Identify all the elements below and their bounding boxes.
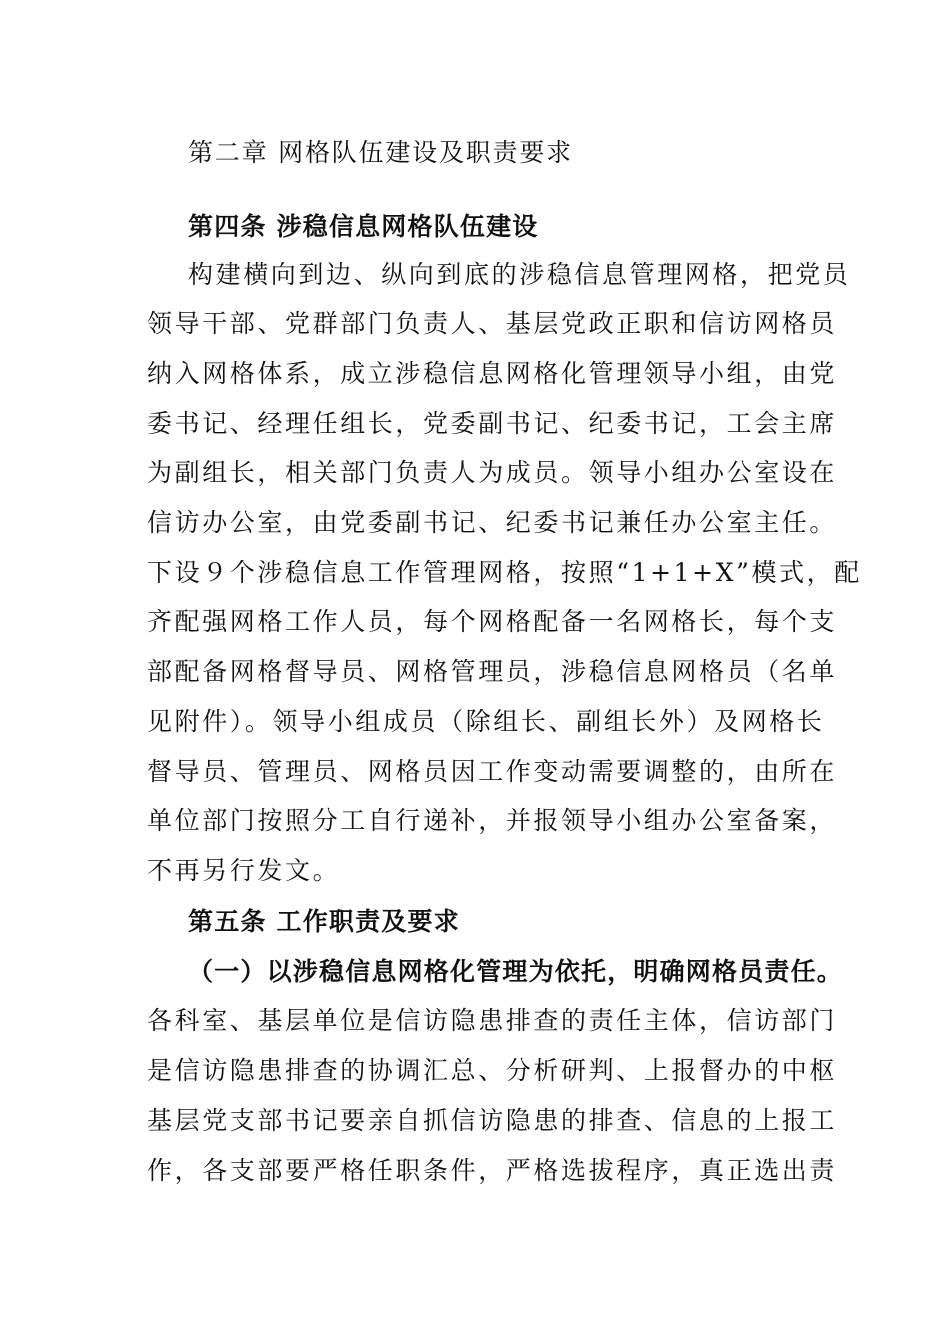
article-4-line: 信访办公室，由党委副书记、纪委书记兼任办公室主任。	[147, 508, 838, 537]
article-4-line: 领导干部、党群部门负责人、基层党政正职和信访网格员	[147, 309, 838, 338]
article-5-line: 作，各支部要严格任职条件，严格选拔程序，真正选出责	[147, 1156, 838, 1185]
article-4-line: 督导员、管理员、网格员因工作变动需要调整的，由所在	[147, 757, 838, 786]
article-4-line: 为副组长，相关部门负责人为成员。领导小组办公室设在	[147, 458, 838, 487]
article-4-line: 部配备网格督导员、网格管理员，涉稳信息网格员（名单	[147, 657, 838, 686]
article-5-line: 基层党支部书记要亲自抓信访隐患的排查、信息的上报工	[147, 1106, 838, 1135]
article-4-line: 构建横向到边、纵向到底的涉稳信息管理网格，把党员	[188, 260, 851, 289]
article-5-title: 第五条 工作职责及要求	[188, 907, 460, 936]
article-4-line: 下设９个涉稳信息工作管理网格，按照“1+1+X”模式，配	[147, 558, 862, 587]
chapter-heading: 第二章 网格队伍建设及职责要求	[188, 138, 573, 167]
article-4-title: 第四条 涉稳信息网格队伍建设	[188, 212, 539, 241]
article-5-subtitle: （一）以涉稳信息网格化管理为依托，明确网格员责任。	[188, 957, 844, 986]
article-4-line: 见附件）。领导小组成员（除组长、副组长外）及网格长	[147, 707, 825, 736]
article-5-line: 各科室、基层单位是信访隐患排查的责任主体，信访部门	[147, 1006, 838, 1035]
article-4-line: 不再另行发文。	[147, 856, 341, 885]
article-5-line: 是信访隐患排查的协调汇总、分析研判、上报督办的中枢	[147, 1056, 838, 1085]
article-4-line: 单位部门按照分工自行递补，并报领导小组办公室备案，	[147, 806, 838, 835]
article-4-line: 齐配强网格工作人员，每个网格配备一名网格长，每个支	[147, 607, 838, 636]
article-4-line: 委书记、经理任组长，党委副书记、纪委书记，工会主席	[147, 409, 838, 438]
article-4-line: 纳入网格体系，成立涉稳信息网格化管理领导小组，由党	[147, 359, 838, 388]
